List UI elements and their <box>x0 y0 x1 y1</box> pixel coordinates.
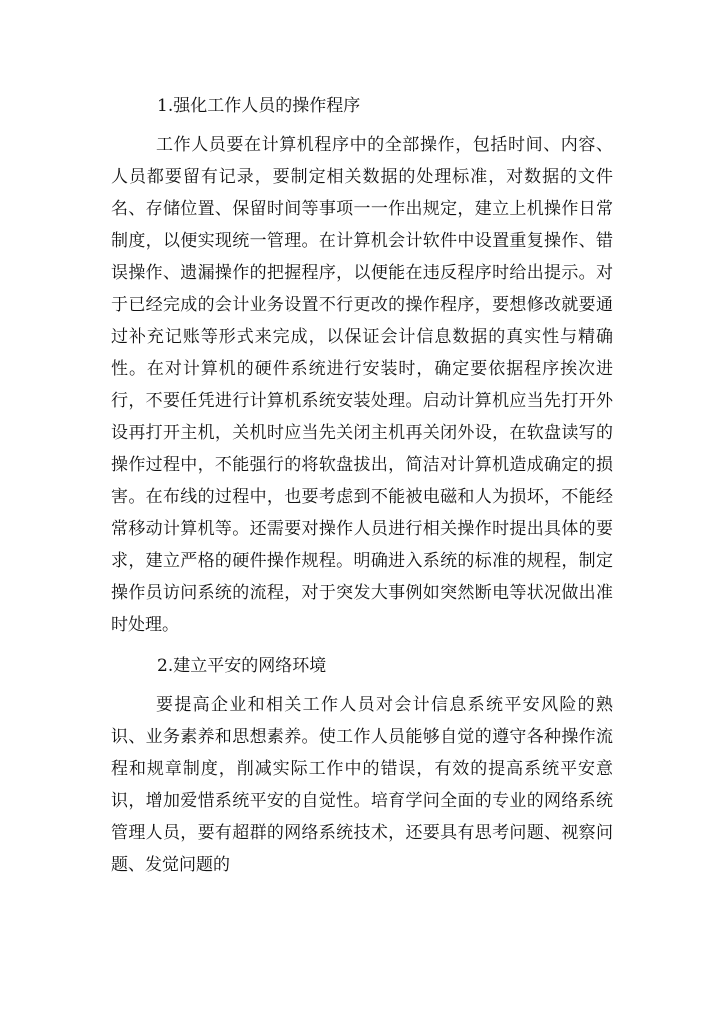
document-body <box>111 90 613 881</box>
section-paragraph-1: 工作人员要在计算机程序中的全部操作，包括时间、内容、人员都要留有记录，要制定相关数据的处理标准，对数据的文件名、存储位置、保留时间等事项一一作出规定，建立上机操作日常制度，以便实现统一管理。在计算机会计软件中设置重复操作、错误操作、遗漏操作的把握程序，以便能在违反程序时给出提示。对于已经完成的会计业务设置不行更改的操作程序，要想修改就要通过补充记账等形式来完成，以保证会计信息数据的真实性与精确性。在对计算机的硬件系统进行安装时，确定要依据程序挨次进行，不要任凭进行计算机系统安装处理。启动计算机应当先打开外设再打开主机，关机时应当先关闭主机再关闭外设，在软盘读写的操作过程中，不能强行的将软盘拔出，简洁对计算机造成确定的损害。在布线的过程中，也要考虑到不能被电磁和人为损坏，不能经常移动计算机等。还需要对操作人员进行相关操作时提出具体的要求，建立严格的硬件操作规程。明确进入系统的标准的规程，制定操作员访问系统的流程，对于突发大事例如突然断电等状况做出准时处理。 <box>111 135 613 635</box>
section-heading-1: 1.强化工作人员的操作程序 <box>157 96 361 116</box>
section-heading-2: 2.建立平安的网络环境 <box>157 656 327 676</box>
section-paragraph-2: 要提高企业和相关工作人员对会计信息系统平安风险的熟识、业务素养和思想素养。使工作人员能够自觉的遵守各种操作流程和规章制度，削减实际工作中的错误，有效的提高系统平安意识，增加爱惜系统平安的自觉性。培育学问全面的专业的网络系统管理人员，要有超群的网络系统技术，还要具有思考问题、视察问题、发觉问题的 <box>111 695 613 875</box>
